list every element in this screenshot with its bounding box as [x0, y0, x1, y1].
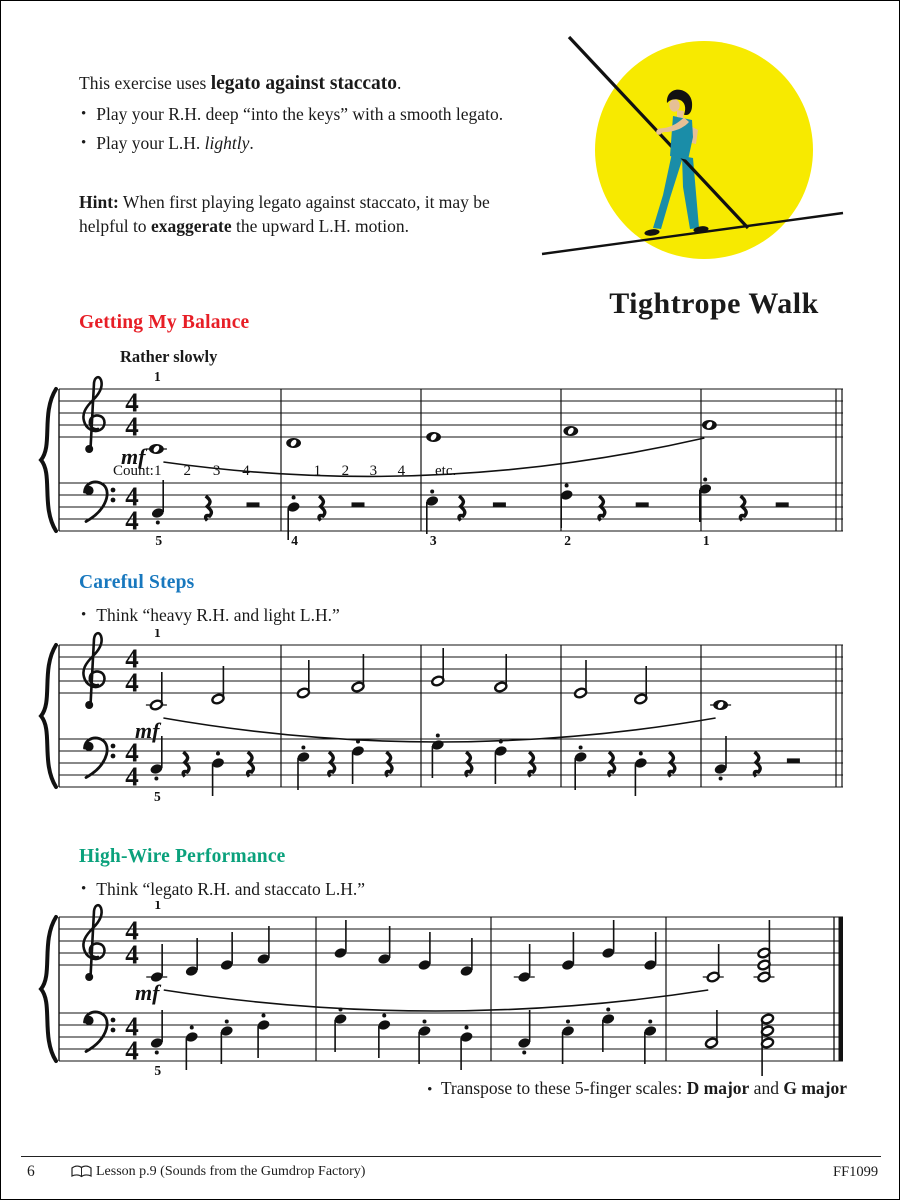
- staccato-dot: [301, 746, 305, 750]
- intro-bold: legato against staccato: [210, 73, 398, 94]
- intro-bullet-1: [81, 104, 551, 125]
- transpose-key-2: G major: [783, 1078, 847, 1098]
- brace: [41, 389, 56, 531]
- quarter-rest: [740, 496, 746, 521]
- quarter-rest: [183, 752, 189, 777]
- high-wire-bullet: [81, 879, 551, 900]
- staccato-dot: [565, 484, 569, 488]
- bullet-marker: •: [427, 1082, 433, 1098]
- staccato-dot: [190, 1026, 194, 1030]
- intro-line: [79, 71, 549, 97]
- careful-steps-bullet-text: Think “heavy R.H. and light L.H.”: [96, 605, 340, 625]
- half-rest: [636, 502, 649, 507]
- svg-text:4: 4: [125, 411, 139, 442]
- svg-text:4: 4: [125, 1011, 139, 1042]
- quarter-rest: [529, 752, 535, 777]
- staccato-dot: [292, 496, 296, 500]
- svg-text:3: 3: [212, 463, 221, 479]
- staccato-dot: [155, 1051, 159, 1055]
- staccato-dot: [465, 1026, 469, 1030]
- half-rest: [247, 502, 260, 507]
- open-book-icon: [71, 1165, 92, 1179]
- brace: [41, 917, 56, 1061]
- svg-text:5: 5: [154, 789, 161, 804]
- svg-text:5: 5: [154, 1063, 162, 1078]
- bass-clef: [84, 1012, 115, 1052]
- transpose-mid: and: [749, 1078, 784, 1098]
- svg-text:4: 4: [125, 761, 139, 792]
- quarter-rest: [599, 496, 605, 521]
- staccato-dot: [154, 777, 158, 781]
- face: [669, 99, 679, 111]
- staccato-dot: [225, 1020, 229, 1024]
- staccato-dot: [566, 1020, 570, 1024]
- staccato-dot: [648, 1020, 652, 1024]
- staccato-dot: [430, 490, 434, 494]
- hint-post: the upward L.H. motion.: [231, 215, 409, 236]
- svg-text:1: 1: [154, 463, 162, 479]
- svg-text:4: 4: [242, 463, 250, 479]
- svg-text:1: 1: [313, 463, 322, 479]
- half-rest: [776, 502, 789, 507]
- bass-clef: [84, 482, 115, 522]
- staccato-dot: [262, 1014, 266, 1018]
- svg-text:2: 2: [564, 533, 571, 548]
- svg-text:4: 4: [125, 387, 139, 418]
- bullet-marker: •: [81, 106, 87, 122]
- staccato-dot: [156, 521, 160, 525]
- tightrope-walker-illustration: [521, 19, 891, 274]
- high-wire-bullet-text: Think “legato R.H. and staccato L.H.”: [96, 879, 365, 899]
- svg-text:1: 1: [702, 533, 710, 548]
- staccato-dot: [382, 1014, 386, 1018]
- quarter-rest: [386, 752, 392, 777]
- svg-text:4: 4: [125, 643, 139, 674]
- svg-text:1: 1: [154, 369, 161, 384]
- transpose-pre: Transpose to these 5-finger scales:: [440, 1078, 687, 1098]
- svg-text:1: 1: [154, 901, 162, 912]
- svg-text:Count:: Count:: [113, 463, 154, 479]
- bullet-marker: •: [81, 607, 87, 623]
- svg-text:4: 4: [125, 667, 139, 698]
- catalog-number: FF1099: [833, 1164, 879, 1180]
- svg-text:4: 4: [291, 533, 298, 548]
- svg-text:1: 1: [154, 629, 161, 640]
- staccato-dot: [216, 752, 220, 756]
- svg-text:4: 4: [125, 505, 139, 536]
- quarter-rest: [319, 496, 325, 521]
- tempo-marking: Rather slowly: [120, 347, 218, 366]
- quarter-rest: [459, 496, 465, 521]
- svg-text:4: 4: [125, 737, 139, 768]
- quarter-rest: [669, 752, 675, 777]
- transpose-key-1: D major: [686, 1078, 750, 1098]
- section-heading-getting-my-balance: Getting My Balance: [79, 312, 250, 333]
- svg-text:4: 4: [125, 1035, 139, 1066]
- bullet-marker: •: [81, 881, 87, 897]
- bullet-marker: •: [81, 135, 87, 151]
- svg-text:2: 2: [183, 463, 191, 479]
- svg-text:5: 5: [155, 533, 163, 548]
- quarter-rest: [609, 752, 615, 777]
- svg-text:4: 4: [125, 939, 139, 970]
- page-number: 6: [27, 1163, 35, 1180]
- bass-clef: [84, 738, 115, 778]
- intro-bullet-2: [81, 133, 551, 154]
- transpose-instruction: [381, 1078, 847, 1099]
- bullet-1-text: Play your R.H. deep “into the keys” with a smooth legato.: [96, 104, 504, 124]
- hint-bold: exaggerate: [150, 215, 232, 236]
- svg-text:4: 4: [125, 481, 139, 512]
- svg-text:4: 4: [125, 915, 139, 946]
- staccato-dot: [579, 746, 583, 750]
- intro-post: .: [397, 73, 402, 93]
- grand-staff-high-wire-performance: [1, 901, 900, 1081]
- bullet-2-text: Play your L.H. lightly.: [96, 133, 254, 153]
- svg-text:mf: mf: [121, 444, 146, 469]
- brace: [41, 645, 56, 787]
- quarter-rest: [754, 752, 760, 777]
- footer-rule: [21, 1156, 881, 1157]
- hint-label: Hint:: [79, 192, 119, 212]
- quarter-rest: [206, 496, 212, 521]
- quarter-rest: [248, 752, 254, 777]
- half-rest: [493, 502, 506, 507]
- hint-pre: When first playing legato against staccato, it may be helpful to: [79, 192, 490, 236]
- staccato-dot: [703, 478, 707, 482]
- hint-paragraph: [79, 191, 525, 238]
- svg-text:2: 2: [341, 463, 350, 479]
- page-title: Tightrope Walk: [609, 287, 819, 320]
- grand-staff-careful-steps: [1, 629, 900, 809]
- slur: [163, 718, 715, 742]
- grand-staff-getting-my-balance: [1, 359, 900, 557]
- half-rest: [352, 502, 365, 507]
- half-rest: [787, 758, 800, 763]
- svg-text:3: 3: [369, 463, 378, 479]
- quarter-rest: [466, 752, 472, 777]
- staccato-dot: [522, 1051, 526, 1055]
- svg-text:etc.: etc.: [435, 463, 457, 479]
- section-heading-high-wire-performance: High-Wire Performance: [79, 846, 286, 867]
- staccato-dot: [436, 734, 440, 738]
- section-heading-careful-steps: Careful Steps: [79, 572, 195, 593]
- svg-text:mf: mf: [135, 980, 160, 1005]
- svg-text:mf: mf: [135, 718, 160, 743]
- quarter-rest: [329, 752, 335, 777]
- staccato-dot: [423, 1020, 427, 1024]
- lesson-reference: Lesson p.9 (Sounds from the Gumdrop Factory): [96, 1164, 366, 1179]
- hand: [656, 129, 662, 135]
- slur: [164, 990, 709, 1011]
- staccato-dot: [719, 777, 723, 781]
- intro-pre: This exercise uses: [79, 73, 211, 93]
- staccato-dot: [639, 752, 643, 756]
- staccato-dot: [606, 1008, 610, 1012]
- svg-text:3: 3: [429, 533, 437, 548]
- neck: [677, 110, 684, 118]
- careful-steps-bullet: [81, 605, 551, 626]
- svg-text:4: 4: [397, 463, 406, 479]
